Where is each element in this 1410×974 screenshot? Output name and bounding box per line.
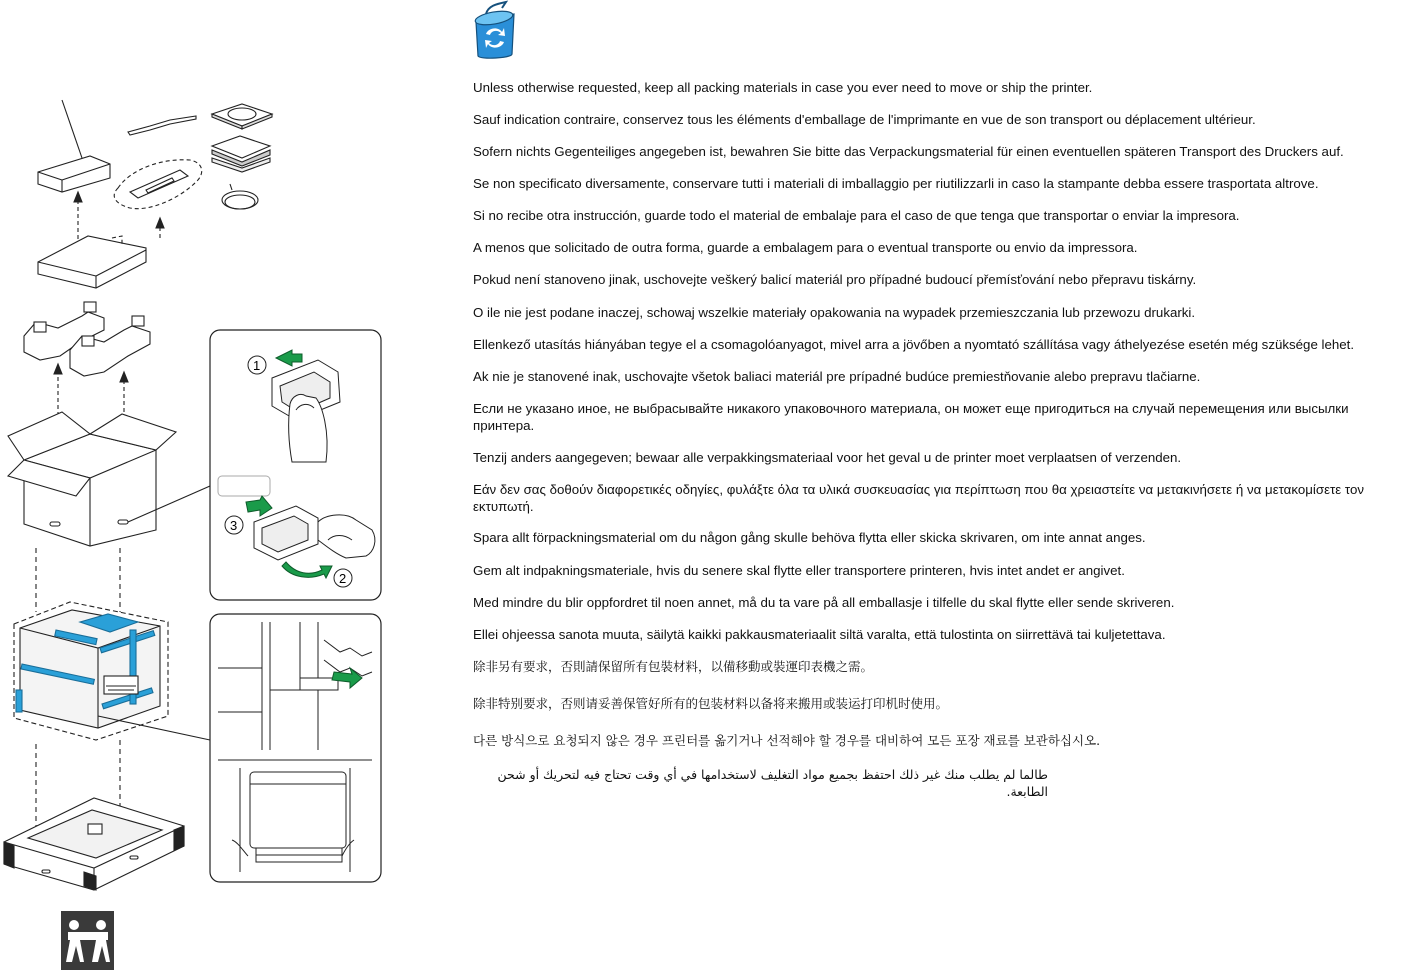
step-1-label: 1 xyxy=(253,358,261,373)
cardboard-tray xyxy=(38,236,146,288)
instruction-ko: 다른 방식으로 요청되지 않은 경우 프린터를 옮기거나 선적해야 할 경우를 대비하여 모든 포장 재료를 보관하십시오. xyxy=(473,733,1101,748)
instruction-en: Unless otherwise requested, keep all packing materials in case you ever need to move or ship the printer. xyxy=(473,80,1093,95)
instruction-pl: O ile nie jest podane inaczej, schowaj wszelkie materiały opakowania na wypadek przemieszczania lub przewozu drukarki. xyxy=(473,305,1196,320)
recycle-icon xyxy=(472,0,518,60)
instruction-de: Sofern nichts Gegenteiliges angegeben ist, bewahren Sie bitte das Verpackungsmaterial für einen eventuellen späteren Transport des Druckers auf. xyxy=(473,144,1344,159)
step-2-label: 2 xyxy=(339,571,347,586)
instruction-zh-cn: 除非特别要求，否则请妥善保管好所有的包装材料以备将来搬用或装运打印机时使用。 xyxy=(473,696,949,711)
instruction-es: Si no recibe otra instrucción, guarde todo el material de embalaje para el caso de que tenga que transportar o enviar la impresora. xyxy=(473,208,1240,223)
base-foam-tray xyxy=(4,798,184,890)
instruction-sk: Ak nie je stanovené inak, uschovajte všetok baliaci materiál pre prípadné budúce premiestňovanie alebo prepravu tlačiarne. xyxy=(473,369,1201,384)
instruction-it: Se non specificato diversamente, conservare tutti i materiali di imballaggio per riutilizzarli in caso la stampante debba essere trasportata altrove. xyxy=(473,176,1319,191)
instruction-pt: A menos que solicitado de outra forma, guarde a embalagem para o eventual transporte ou envio da impressora. xyxy=(473,240,1138,255)
cd-sleeve xyxy=(212,104,272,129)
instruction-ru: Если не указано иное, не выбрасывайте никакого упаковочного материала, он может еще пригодиться на случай перемещения или высылки принтера. xyxy=(473,401,1349,433)
detail-panel-tape-removal xyxy=(210,330,381,600)
instruction-da: Gem alt indpakningsmateriale, hvis du senere skal flytte eller transportere printeren, hvis intet andet er angivet. xyxy=(473,563,1125,578)
power-cable xyxy=(222,184,258,209)
instruction-sv: Spara allt förpackningsmaterial om du någon gång skulle behöva flytta eller skicka skrivaren, om inte annat anges. xyxy=(473,530,1146,545)
instruction-ar: طالما لم يطلب منك غير ذلك احتفظ بجميع مواد التغليف لاستخدامها في أي وقت تحتاج فيه لتحريك أو شحن الطابعة. xyxy=(497,767,1048,799)
step-3-label: 3 xyxy=(230,518,238,533)
packing-illustration xyxy=(0,0,460,974)
instruction-el: Εάν δεν σας δοθούν διαφορετικές οδηγίες, φυλάξτε όλα τα υλικά συσκευασίας για περίπτωση που θα χρειαστείτε να μετακινήσετε ή να μετακομίσετε τον εκτυπωτή. xyxy=(473,482,1364,514)
two-person-lift-icon xyxy=(61,911,114,970)
foam-end-caps xyxy=(24,302,150,376)
shipping-box xyxy=(8,412,210,546)
instruction-fr: Sauf indication contraire, conservez tous les éléments d'emballage de l'imprimante en vue de son transport ou déplacement ultérieur. xyxy=(473,112,1256,127)
cable-tool xyxy=(128,116,196,135)
instruction-hu: Ellenkező utasítás hiányában tegye el a csomagolóanyagot, mivel arra a jövőben a nyomtató szállítása vagy áthelyezése esetén még szüksége lehet. xyxy=(473,337,1355,352)
tray-insert xyxy=(114,160,202,209)
instruction-fi: Ellei ohjeessa sanota muuta, säilytä kaikki pakkausmateriaalit siltä varalta, että tulostinta on siirrettävä tai kuljetettava. xyxy=(473,627,1166,642)
instruction-cs: Pokud není stanoveno jinak, uschovejte veškerý balicí materiál pro případné budoucí přemísťování nebo přepravu tiskárny. xyxy=(473,272,1197,287)
instruction-nl: Tenzij anders aangegeven; bewaar alle verpakkingsmateriaal voor het geval u de printer moet verplaatsen of verzenden. xyxy=(473,450,1182,465)
instruction-zh-tw: 除非另有要求，否則請保留所有包裝材料，以備移動或裝運印表機之需。 xyxy=(473,659,874,674)
taped-printer xyxy=(14,602,210,740)
instruction-no: Med mindre du blir oppfordret til noen annet, må du ta vare på all emballasje i tilfelle du skal flytte eller sende skriveren. xyxy=(473,595,1175,610)
accessory-box xyxy=(38,156,110,192)
detail-panel-lock-removal xyxy=(210,614,381,882)
manuals xyxy=(212,136,270,172)
